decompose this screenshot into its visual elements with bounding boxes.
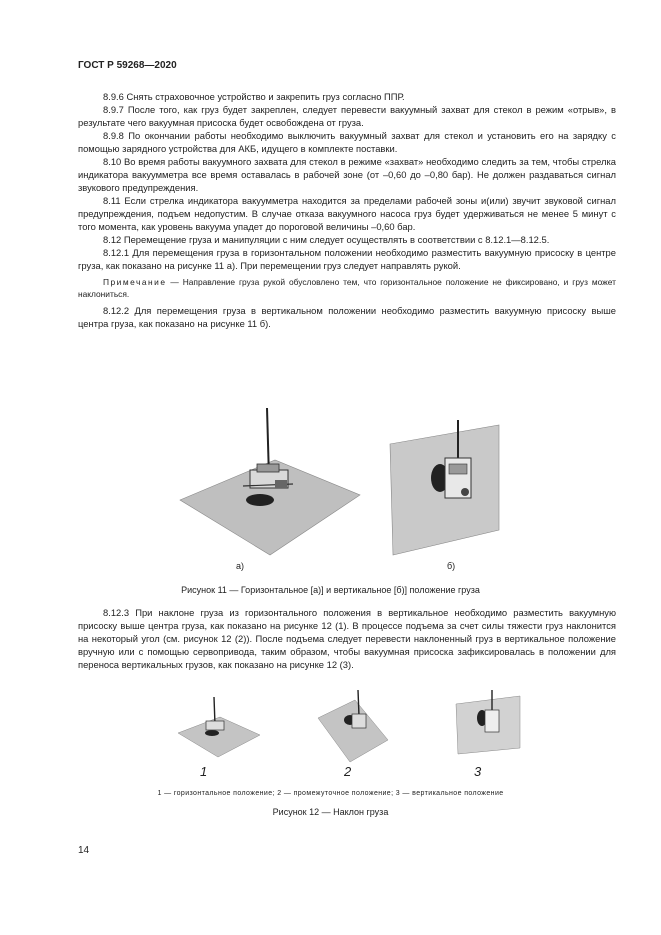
figure-11a-label: а) xyxy=(236,561,245,571)
paragraph-8-11: 8.11 Если стрелка индикатора вакуумметра находится за пределами рабочей зоны и(или) звучит звуковой сигнал предупреждения, подъем недопустим. В случае отказа вакуумного насоса груз будет удерживаться не менее 5 минут с того момента, как уровень вакуума упадет до пороговой величины –0,60 бар. xyxy=(78,195,616,232)
figure-11b-vertical-illustration xyxy=(385,420,505,560)
note-text: — Направление груза рукой обусловлено тем, что горизонтальное положение не фиксировано, и груз может наклониться. xyxy=(78,277,616,299)
figure-11-caption: Рисунок 11 — Горизонтальное [а)] и вертикальное [б)] положение груза xyxy=(181,585,480,595)
figure-12-caption: Рисунок 12 — Наклон груза xyxy=(272,807,389,817)
note-label: Примечание xyxy=(103,277,167,287)
figure-12-number-2: 2 xyxy=(344,764,352,779)
section-8-12-3 xyxy=(78,606,616,671)
paragraph-8-10: 8.10 Во время работы вакуумного захвата для стекол в режиме «захват» необходимо следить за тем, чтобы стрелка индикатора вакуумметра все время оставалась в рабочей зоне (от –0,60 до –0,80 бар). Не должен раздаваться сигнал звукового предупреждения. xyxy=(78,156,616,193)
figure-12-number-1: 1 xyxy=(200,764,208,779)
figure-12-stage-3-illustration xyxy=(452,690,527,760)
page-number: 14 xyxy=(78,845,90,856)
paragraph-8-12-3: 8.12.3 При наклоне груза из горизонтального положения в вертикальное необходимо разместить вакуумную присоску выше центра груза, как показано на рисунке 12 (1). В процессе подъема за счет силы тяжести груз наклонится на некоторый угол (см. рисунок 12 (2)). После подъема следует перевести наклоненный груз в вертикальное положение вручную или с помощью сервопривода, таким образом, чтобы вакуумная присоска зафиксировалась в положении для переноса вертикальных грузов, как показано на рисунке 12 (3). xyxy=(78,607,616,670)
paragraph-8-9-8: 8.9.8 По окончании работы необходимо выключить вакуумный захват для стекол и установить его на зарядку с помощью зарядного устройства для АКБ, идущего в комплекте поставки. xyxy=(78,130,616,154)
paragraph-8-12: 8.12 Перемещение груза и манипуляции с ним следует осуществлять в соответствии с 8.12.1—8.12.5. xyxy=(103,234,550,245)
figure-12-stage-2-illustration xyxy=(310,690,395,765)
paragraph-8-12-1: 8.12.1 Для перемещения груза в горизонтальном положении необходимо разместить вакуумную присоску в центре груза, как показано на рисунке 11 а). При перемещении груз следует направлять рукой. xyxy=(78,247,616,271)
paragraph-8-12-2: 8.12.2 Для перемещения груза в вертикальном положении необходимо разместить вакуумную присоску выше центра груза, как показано на рисунке 11 б). xyxy=(78,305,616,329)
figure-12-legend: 1 — горизонтальное положение; 2 — промежуточное положение; 3 — вертикальное положение xyxy=(157,790,504,797)
document-header: ГОСТ Р 59268—2020 xyxy=(78,60,177,71)
paragraph-8-9-6: 8.9.6 Снять страховочное устройство и закрепить груз согласно ППР. xyxy=(103,91,405,102)
figure-12-stage-1-illustration xyxy=(170,695,265,765)
figure-11a-horizontal-illustration xyxy=(175,400,365,560)
figure-11b-label: б) xyxy=(447,561,456,571)
note xyxy=(78,276,616,300)
paragraph-8-9-7: 8.9.7 После того, как груз будет закреплен, следует перевести вакуумный захват для стекол в режим «отрыв», в результате чего вакуумная присоска будет освобождена от груза. xyxy=(78,104,616,128)
figure-12-number-3: 3 xyxy=(474,764,482,779)
section-8-9-to-8-12-1 xyxy=(78,90,616,330)
